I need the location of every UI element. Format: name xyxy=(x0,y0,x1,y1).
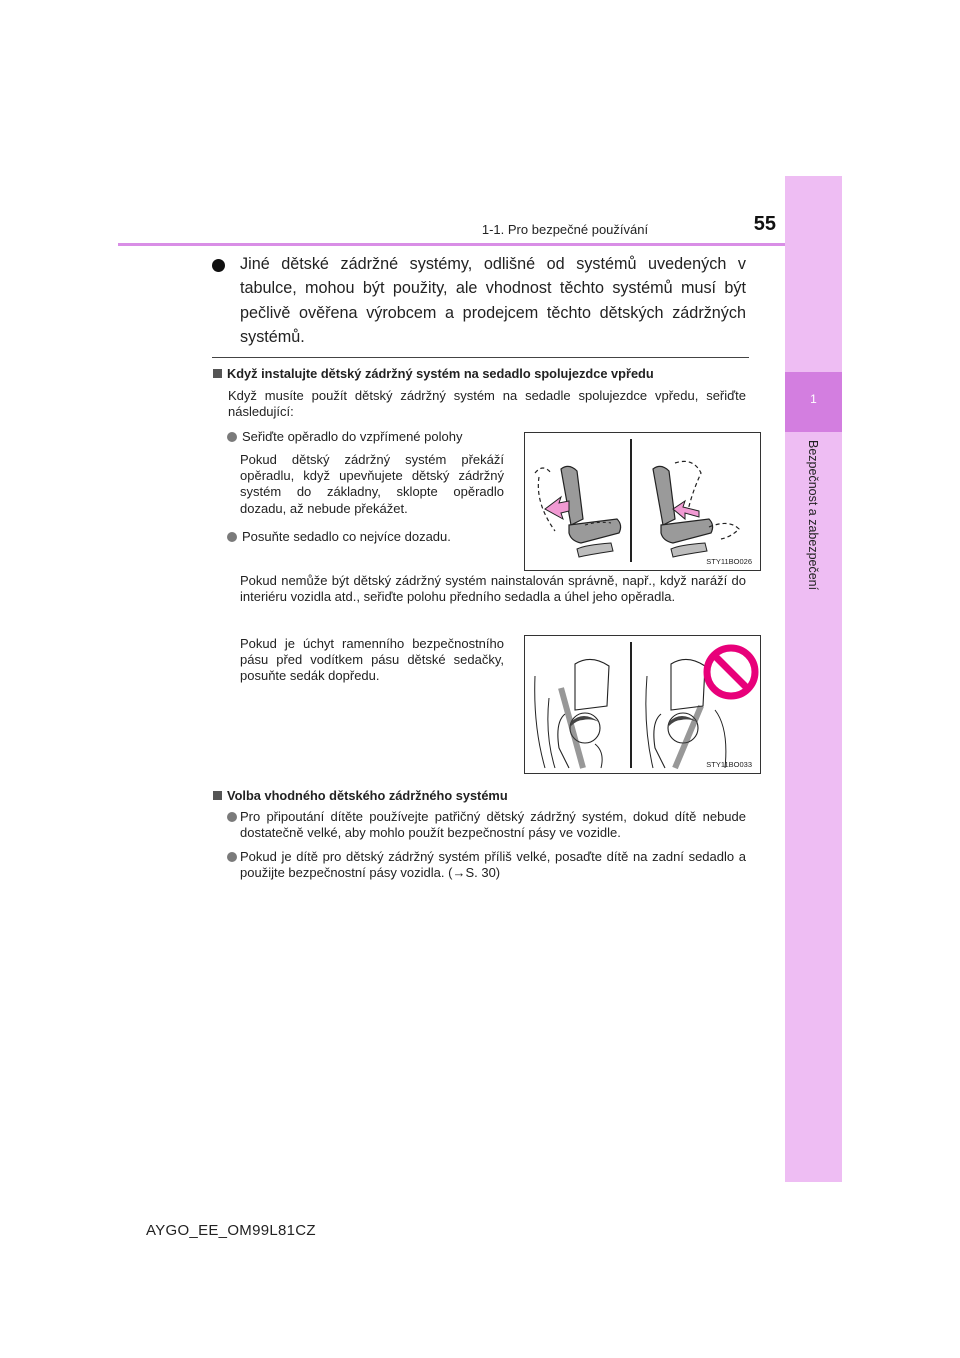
figure-code: STY11BO026 xyxy=(706,557,752,566)
bullet-seat-back: Posuňte sedadlo co nejvíce dozadu. xyxy=(242,529,451,544)
divider xyxy=(212,357,749,358)
section-heading-choice: Volba vhodného dětského zádržného systému xyxy=(227,788,508,803)
bullet-dot-icon xyxy=(227,852,237,862)
chapter-number: 1 xyxy=(810,392,817,406)
bullet-dot-icon xyxy=(227,812,237,822)
page-number: 55 xyxy=(753,213,776,235)
prohibited-icon xyxy=(707,648,755,696)
square-bullet-icon xyxy=(213,791,222,800)
chapter-label: Bezpečnost a zabezpečení xyxy=(806,440,820,591)
section-heading-front-seat: Když instalujte dětský zádržný systém na sedadlo spolujezdce vpředu xyxy=(227,366,654,381)
figure-seat-adjust xyxy=(524,432,761,571)
belt-illustration xyxy=(525,636,760,773)
section-title: 1-1. Pro bezpečné používání xyxy=(481,222,649,237)
bullet-dot-icon xyxy=(227,432,237,442)
bullet-dot-icon xyxy=(227,532,237,542)
bullet-too-big: Pokud je dítě pro dětský zádržný systém příliš velké, posaďte dítě na zadní sedadlo a použijte bezpečnostní pásy vozidla. (→S. 30) xyxy=(240,849,746,881)
seat-illustration xyxy=(525,433,760,570)
figure-code: STY11BO033 xyxy=(706,760,752,769)
paragraph-shoulder-belt: Pokud je úchyt ramenního bezpečnostního pásu před vodítkem pásu dětské sedačky, posuňte sedák dopředu. xyxy=(240,636,504,684)
document-id: AYGO_EE_OM99L81CZ xyxy=(146,1222,316,1239)
bullet-seatback-text: Pokud dětský zádržný systém překáží opěradlu, když upevňujete dětský zádržný systém do základny, sklopte opěradlo dozadu, až nebude překážet. xyxy=(240,452,504,516)
lead-paragraph: Jiné dětské zádržné systémy, odlišné od systémů uvedených v tabulce, mohou být použity, ale vhodnost těchto systémů musí být pečlivě ověřena výrobcem a prodejcem těchto dětských zádržných systémů. xyxy=(240,255,746,346)
header-rule xyxy=(118,243,785,246)
figure-belt-position xyxy=(524,635,761,774)
section-intro: Když musíte použít dětský zádržný systém na sedadle spolujezdce vpředu, seřiďte následující: xyxy=(228,388,746,420)
square-bullet-icon xyxy=(213,369,222,378)
side-tab xyxy=(785,176,842,1182)
bullet-proper-restraint: Pro připoutání dítěte používejte patřičný dětský zádržný systém, dokud dítě nebude dostatečně velké, aby mohlo použít bezpečnostní pásy ve vozidle. xyxy=(240,809,746,841)
bullet-dot-icon xyxy=(212,259,225,272)
paragraph-install-issue: Pokud nemůže být dětský zádržný systém nainstalován správně, např., když naráží do interiéru vozidla atd., seřiďte polohu předního sedadla a úhel jeho opěradla. xyxy=(240,573,746,605)
bullet-seatback-upright: Seřiďte opěradlo do vzpřímené polohy xyxy=(242,429,463,444)
